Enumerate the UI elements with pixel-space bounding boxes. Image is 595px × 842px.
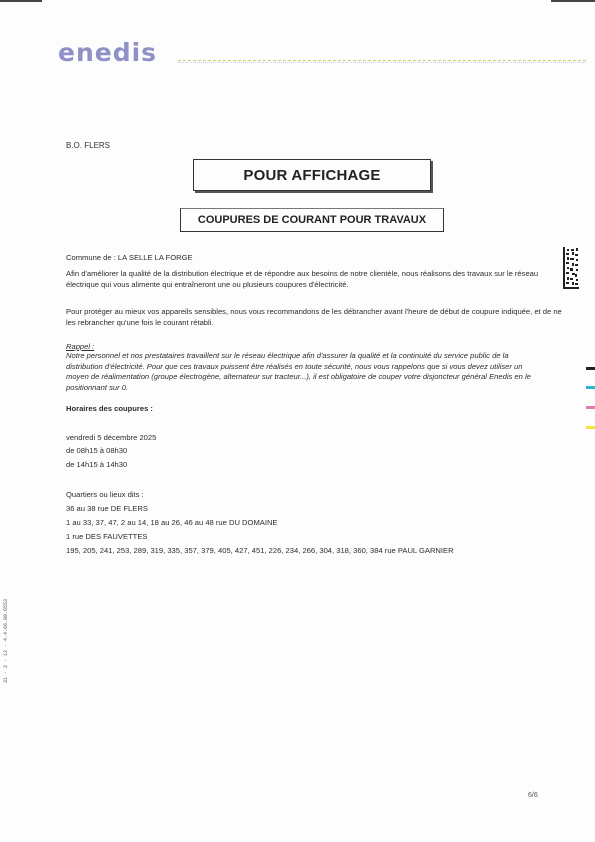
page-number: 6/6	[528, 792, 538, 799]
margin-code-text: 31 · 2 · 12 · 4.4.66.09.6553	[3, 598, 10, 684]
horaires-heading: Horaires des coupures :	[66, 404, 153, 413]
outage-slot: de 14h15 à 14h30	[66, 460, 128, 469]
color-mark-black	[586, 367, 595, 370]
logo-underline	[178, 60, 586, 61]
color-mark-cyan	[586, 386, 595, 389]
title-box	[193, 159, 431, 191]
print-color-marks	[584, 0, 595, 842]
quartiers-heading: Quartiers ou lieux dits :	[66, 490, 144, 499]
address-item: 36 au 38 rue DE FLERS	[66, 504, 148, 513]
rappel-heading: Rappel :	[66, 342, 95, 351]
address-item: 1 rue DES FAUVETTES	[66, 532, 148, 541]
address-item: 1 au 33, 37, 47, 2 au 14, 18 au 26, 46 au 48 rue DU DOMAINE	[66, 518, 278, 527]
enedis-logo: enedis	[58, 38, 158, 67]
commune-line: Commune de : LA SELLE LA FORGE	[66, 253, 193, 262]
intro-paragraph: Afin d'améliorer la qualité de la distribution électrique et de répondre aux besoins de notre clientèle, nous réalisons des travaux sur le réseau électrique qui vous alimente qui entraîneront une ou plusieurs coupures d'électricité.	[66, 269, 539, 289]
rappel-paragraph: Notre personnel et nos prestataires travaillent sur le réseau électrique afin d'assurer la qualité et la continuité du service public de la distribution d'électricité. Pour que ces travaux puissent être réalisés en toute sécurité, nous vous rappelons que si vous devez utiliser un moyen de réalimentation (groupe électrogène, alternateur sur tracteur...), il est obligatoire de couper votre disjoncteur général Enedis en le positionnant sur 0.	[66, 351, 531, 392]
address-item: 195, 205, 241, 253, 289, 319, 335, 357, 379, 405, 427, 451, 226, 234, 266, 304, 318, 360, 384 rue PAUL GARNIER	[66, 546, 454, 555]
outage-date: vendredi 5 décembre 2025	[66, 433, 157, 442]
subtitle-box	[180, 208, 444, 232]
color-mark-magenta	[586, 406, 595, 409]
advice-paragraph: Pour protéger au mieux vos appareils sensibles, nous vous recommandons de les débrancher avant l'heure de début de coupure indiquée, et de ne les rebrancher qu'une fois le courant rétabli.	[66, 307, 562, 327]
page-title: POUR AFFICHAGE	[243, 166, 381, 184]
margin-code	[0, 598, 14, 688]
color-mark-yellow	[586, 426, 595, 429]
bo-label: B.O. FLERS	[66, 141, 111, 150]
scan-corner-mark	[0, 0, 42, 12]
logo-underline	[178, 62, 586, 63]
page-subtitle: COUPURES DE COURANT POUR TRAVAUX	[197, 214, 427, 226]
outage-slot: de 08h15 à 08h30	[66, 446, 128, 455]
